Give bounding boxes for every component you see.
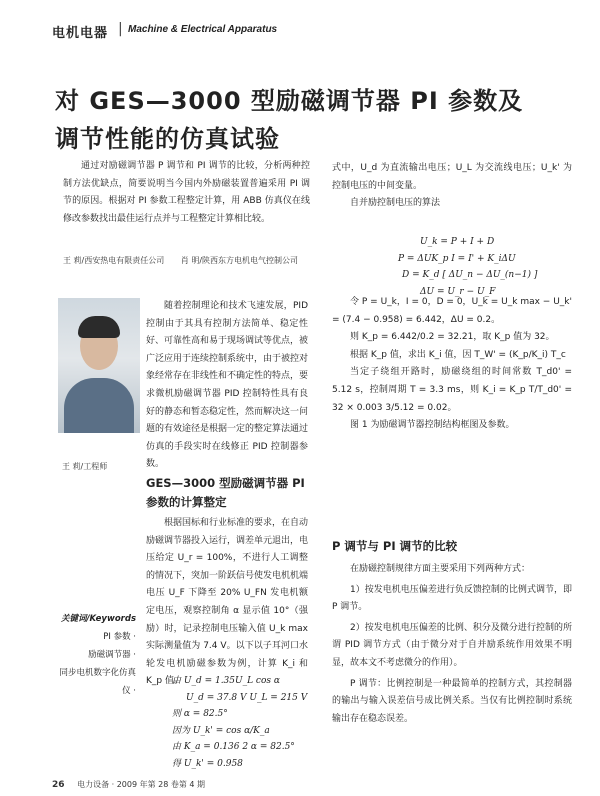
equation-line: P = ΔUK_p I = I' + K_iΔU: [398, 253, 516, 264]
title-line-2: 调节性能的仿真试验: [55, 125, 280, 153]
article-title: [55, 82, 565, 158]
col2-equations: [398, 234, 568, 300]
keywords-block: [52, 610, 136, 700]
algorithm-intro: 自并励控制电压的算法: [350, 198, 441, 209]
comparison-paragraph: 1）按发电机电压偏差进行负反馈控制的比例式调节，即 P 调节。: [332, 584, 572, 613]
author-photo: [58, 298, 140, 433]
author-list: [63, 255, 343, 266]
photo-caption: 王 莉/工程师: [62, 462, 108, 471]
calc-paragraph: 图 1 为励磁调节器控制结构框图及参数。: [350, 420, 515, 431]
header-separator: |: [118, 21, 123, 37]
calc-paragraph: 则 K_p = 6.442/0.2 = 32.21，取 K_p 值为 32。: [350, 332, 555, 343]
photo-hair-shape: [78, 316, 120, 338]
keyword-3: 同步电机数字化仿真仪 ·: [59, 668, 136, 696]
col2-top-text: [332, 160, 572, 213]
journal-info: 电力设备 · 2009 年第 28 卷第 4 期: [77, 780, 206, 789]
page-footer: [52, 779, 205, 790]
equation-line: D = K_d [ ΔU_n − ΔU_(n−1) ]: [402, 270, 538, 280]
calc-paragraph: 当定子绕组开路时，励磁绕组的时间常数 T_d0' = 5.12 s，控制周期 T = 3.3 ms，则 K_i = K_p T/T_d0' = 32 × 0.003 3/5.12 = 0.02。: [332, 367, 572, 413]
comparison-paragraph: P 调节：比例控制是一种最简单的控制方式，其控制器的输出与输入误差信号成比例关系。当仅有比例控制时系统输出存在稳态误差。: [332, 678, 572, 724]
equation-line: ΔU = U_r − U_F: [420, 286, 496, 297]
variable-definitions: 式中，U_d 为直流输出电压；U_L 为交流线电压；U_k' 为控制电压的中间变量。: [332, 163, 572, 191]
intro-paragraph: 随着控制理论和技术飞速发展，PID 控制由于其具有控制方法简单、稳定性好、可靠性高和易于现场调试等优点，被广泛应用于连续控制系统中，由于被控对象经常存在非线性和不确定性的特点，要求微机励磁调节器 PID 控制特性具有良好的静态和暂态稳定性，然而解决这一问题的有效途径是根据一定的整定算法通过仿真的手段实时在线修正 PID 控制器参数。: [146, 301, 309, 470]
photo-body-shape: [64, 378, 134, 433]
equation-line: U_k = P + I + D: [420, 237, 495, 247]
equation-line: 则 α = 82.5°: [172, 709, 228, 719]
keyword-2: 励磁调节器 ·: [88, 650, 136, 660]
section-heading-p-vs-pi: P 调节与 PI 调节的比较: [332, 539, 458, 553]
equation-line: 得 U_k' = 0.958: [172, 758, 243, 769]
col1-equations: [172, 673, 312, 772]
page-number: 26: [52, 780, 65, 790]
equation-line: 由 U_d = 1.35U_L cos α: [172, 676, 280, 686]
author-1: 王 莉/西安热电有限责任公司: [63, 256, 165, 265]
section-heading-pi-calc: GES—3000 型励磁调节器 PI 参数的计算整定: [146, 476, 305, 509]
col2-calculations: [332, 294, 572, 435]
calc-paragraph: 根据 K_p 值，求出 K_i 值，因 T_W' = (K_p/K_i) T_c: [350, 349, 566, 360]
keyword-1: PI 参数 ·: [103, 632, 136, 642]
header-section-en: Machine & Electrical Apparatus: [128, 24, 278, 35]
header-section-zh: 电机电器: [52, 26, 109, 41]
keywords-title: 关键词/Keywords: [60, 614, 136, 624]
equation-line: U_d = 37.8 V U_L = 215 V: [186, 692, 308, 703]
equation-line: 由 K_a = 0.136 2 α = 82.5°: [172, 742, 295, 752]
col2-comparison-text: [332, 561, 572, 731]
col1-body-paragraph: 根据国标和行业标准的要求，在自动励磁调节器投入运行，调差单元退出，电压给定 U_r = 100%，不进行人工调整的情况下，突加一阶跃信号使发电机机端电压 U_F 下降至 20% U_FN 发电机额定电压，观察控制角 α 显示值 10°（强励）时，记录控制电压输入值 U_k max 实际测量值为 7.4 V。以下以子耳河口水轮发电机励磁参数为例，计算 K_i 和 K_p 值。: [146, 518, 309, 687]
comparison-paragraph: 2）按发电机电压偏差的比例、积分及微分进行控制的所谓 PID 调节方式（由于微分对于自并励系统作用效果不明显，故本文不考虑微分的作用）。: [332, 622, 572, 668]
title-line-1: 对 GES—3000 型励磁调节器 PI 参数及: [55, 87, 524, 115]
comparison-paragraph: 在励磁控制规律方面主要采用下列两种方式：: [350, 564, 531, 574]
author-2: 肖 明/陕西东方电机电气控制公司: [180, 256, 299, 265]
abstract: 通过对励磁调节器 P 调节和 PI 调节的比较，分析两种控制方法优缺点，简要说明当今国内外励磁装置普遍采用 PI 调节的原因。根据对 PI 参数工程整定计算，用 ABB 仿真仪在线修改参数找出最佳运行点并与工程整定计算相比较。: [63, 161, 310, 224]
calc-paragraph: 令 P = U_k，I = 0，D = 0，U_k = U_k max − U_k' = (7.4 − 0.958) = 6.442，ΔU = 0.2。: [332, 297, 572, 325]
equation-line: 因为 U_k' = cos α/K_a: [172, 725, 270, 736]
